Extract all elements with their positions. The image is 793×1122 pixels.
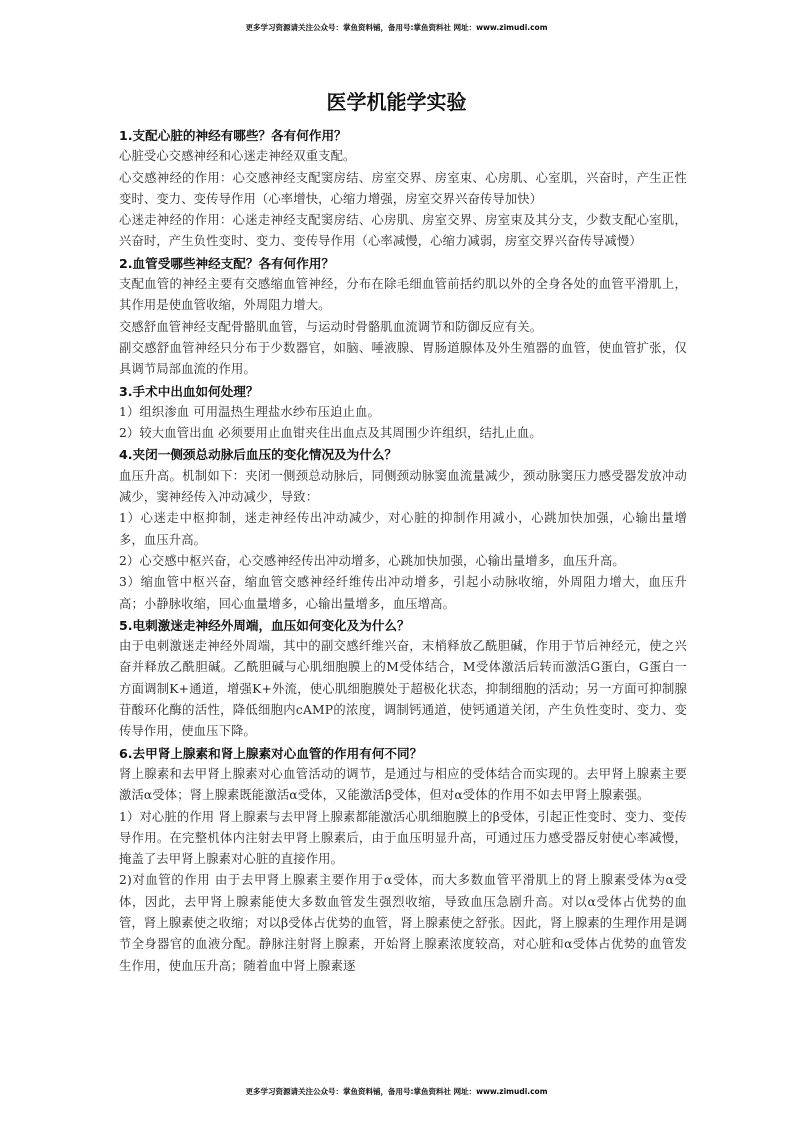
page-title: 医学机能学实验	[326, 90, 467, 114]
section-6	[119, 743, 687, 977]
paragraph: 2）较大血管出血 必须要用止血钳夹住出血点及其周围少许组织，结扎止血。	[119, 426, 542, 441]
section-heading: 4.夹闭一侧颈总动脉后血压的变化情况及为什么？	[119, 447, 398, 463]
section-1	[119, 125, 687, 253]
section-3	[119, 381, 687, 445]
page-header: 更多学习资源请关注公众号：掌鱼资料铺，备用号:掌鱼资料社 网址：www.zimudi.com	[245, 23, 548, 32]
paragraph: 心交感神经的作用：心交感神经支配窦房结、房室交界、房室束、心房肌、心室肌，兴奋时，产生正性变时、变力、变传导作用（心率增快，心缩力增强，房室交界兴奋传导加快）	[119, 170, 687, 206]
section-4	[119, 444, 687, 614]
paragraph: 1）心迷走中枢抑制，迷走神经传出冲动减少，对心脏的抑制作用减小，心跳加快加强，心输出量增多，血压升高。	[119, 511, 687, 547]
paragraph: 由于电刺激迷走神经外周端，其中的副交感纤维兴奋，末梢释放乙酰胆碱，作用于节后神经元，使之兴奋并释放乙酰胆碱。乙酰胆碱与心肌细胞膜上的M受体结合，M受体激活后转而激活G蛋白，G蛋白一方面调制K+通道，增强K+外流，使心肌细胞膜处于超极化状态，抑制细胞的活动；另一方面可抑制腺苷酸环化酶的活性，降低细胞内cAMP的浓度，调制钙通道，使钙通道关闭，产生负性变时、变力、变传导作用，使血压下降。	[119, 639, 687, 739]
section-heading: 1.支配心脏的神经有哪些？各有何作用？	[119, 128, 347, 143]
page-footer: 更多学习资源请关注公众号：掌鱼资料铺，备用号:掌鱼资料社 网址：www.zimudi.com	[245, 1087, 548, 1096]
section-heading: 3.手术中出血如何处理？	[119, 383, 259, 399]
paragraph: 1）组织渗血 可用温热生理盐水纱布压迫止血。	[119, 404, 380, 419]
section-heading: 5.电刺激迷走神经外周端，血压如何变化及为什么？	[119, 617, 410, 633]
paragraph: 2）心交感中枢兴奋，心交感神经传出冲动增多，心跳加快加强，心输出量增多，血压升高。	[119, 553, 625, 568]
paragraph: 1）对心脏的作用 肾上腺素与去甲肾上腺素都能激活心肌细胞膜上的β受体，引起正性变时、变力、变传导作用。在完整机体内注射去甲肾上腺素后，由于血压明显升高，可通过压力感受器反射使心率减慢，掩盖了去甲肾上腺素对心脏的直接作用。	[119, 809, 687, 867]
section-5	[119, 615, 687, 743]
paragraph: 3）缩血管中枢兴奋，缩血管交感神经纤维传出冲动增多，引起小动脉收缩，外周阻力增大，血压升高；小静脉收缩，回心血量增多，心输出量增多，血压增高。	[119, 575, 687, 611]
paragraph: 交感舒血管神经支配骨骼肌血管，与运动时骨骼肌血流调节和防御反应有关。	[119, 319, 543, 334]
paragraph: 肾上腺素和去甲肾上腺素对心血管活动的调节，是通过与相应的受体结合而实现的。去甲肾上腺素主要激活α受体；肾上腺素既能激活α受体，又能激活β受体，但对α受体的作用不如去甲肾上腺素强。	[119, 766, 687, 803]
paragraph: 心脏受心交感神经和心迷走神经双重支配。	[119, 149, 356, 164]
paragraph: 支配血管的神经主要有交感缩血管神经，分布在除毛细血管前括约肌以外的全身各处的血管平滑肌上，其作用是使血管收缩，外周阻力增大。	[119, 277, 687, 313]
section-2	[119, 253, 687, 381]
section-heading: 2.血管受哪些神经支配？各有何作用？	[119, 255, 335, 271]
section-heading: 6.去甲肾上腺素和肾上腺素对心血管的作用有何不同？	[119, 745, 423, 761]
paragraph: 2)对血管的作用 由于去甲肾上腺素主要作用于α受体，而大多数血管平滑肌上的肾上腺素受体为α受体，因此，去甲肾上腺素能使大多数血管发生强烈收缩，导致血压急剧升高。对以α受体占优势的血管，肾上腺素使之收缩；对以β受体占优势的血管，肾上腺素使之舒张。因此，肾上腺素的生理作用是调节全身器官的血液分配。静脉注射肾上腺素，开始肾上腺素浓度较高，对心脏和α受体占优势的血管发生作用，使血压升高；随着血中肾上腺素逐	[119, 873, 687, 973]
document-body	[119, 125, 687, 977]
paragraph: 血压升高。机制如下：夹闭一侧颈总动脉后，同侧颈动脉窦血流量减少，颈动脉窦压力感受器发放冲动减少，窦神经传入冲动减少，导致：	[119, 468, 687, 505]
paragraph: 心迷走神经的作用：心迷走神经支配窦房结、心房肌、房室交界、房室束及其分支，少数支配心室肌，兴奋时，产生负性变时、变力、变传导作用（心率减慢，心缩力减弱，房室交界兴奋传导减慢）	[119, 213, 687, 249]
paragraph: 副交感舒血管神经只分布于少数器官，如脑、唾液腺、胃肠道腺体及外生殖器的血管，使血管扩张，仅具调节局部血流的作用。	[119, 340, 687, 377]
